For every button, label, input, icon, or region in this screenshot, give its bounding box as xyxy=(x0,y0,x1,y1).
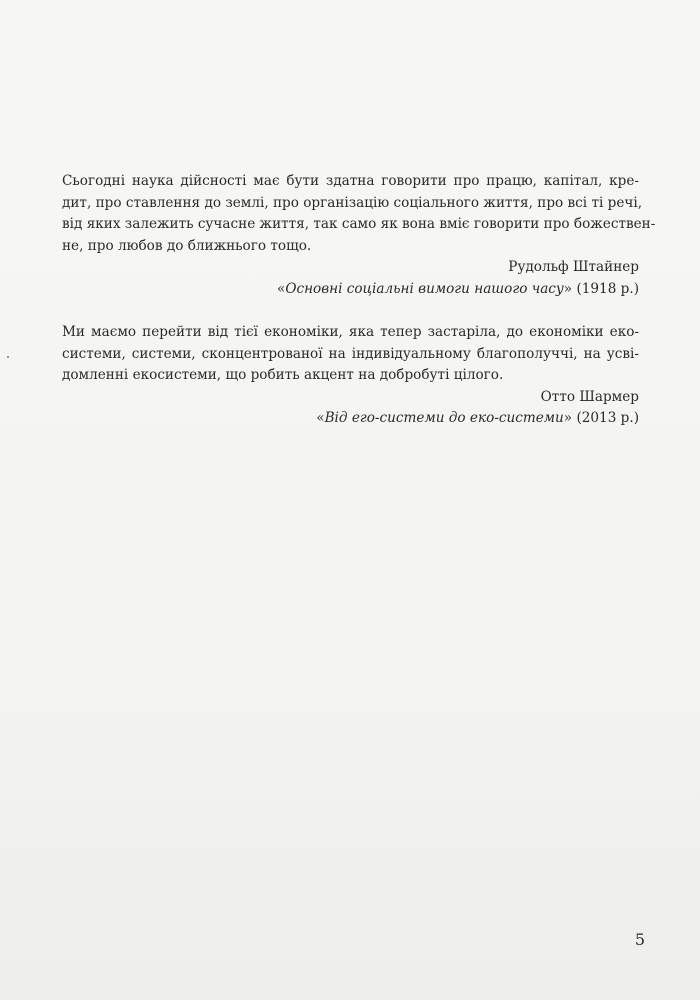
quote-line: Сьогодні наука дійсності має бути здатна говорити про працю, капітал, кре- xyxy=(62,173,639,189)
quote-source xyxy=(62,279,639,301)
source-open-quote: « xyxy=(316,410,325,426)
quote-line: домленні екосистеми, що робить акцент на добробуті цілого. xyxy=(62,367,504,383)
quote-source xyxy=(62,408,639,430)
quote-line: Ми маємо перейти від тієї економіки, яка тепер застаріла, до економіки еко- xyxy=(62,324,639,340)
quote-line: не, про любов до ближнього тощо. xyxy=(62,237,312,254)
source-title: Від его-системи до еко-системи xyxy=(324,410,564,426)
source-open-quote: « xyxy=(277,280,286,297)
epigraph-quote-1 xyxy=(62,171,656,300)
source-title: Основні соціальні вимоги нашого часу xyxy=(285,280,564,297)
epigraph-quote-2 xyxy=(62,322,639,430)
source-year: (1918 р.) xyxy=(572,280,639,297)
quote-author: Отто Шармер xyxy=(540,388,639,405)
page-number: 5 xyxy=(634,930,645,949)
source-year: (2013 р.) xyxy=(572,410,639,426)
quote-line: дит, про ставлення до землі, про організацію соціального життя, про всі ті речі, xyxy=(62,194,643,211)
source-close-quote: » xyxy=(563,410,573,426)
source-close-quote: » xyxy=(563,280,573,297)
quote-line: системи, системи, сконцентрованої на індивідуальному благополуччі, на усві- xyxy=(62,345,639,362)
speck-mark xyxy=(7,356,9,358)
quote-author: Рудольф Штайнер xyxy=(508,259,639,275)
quote-line: від яких залежить сучасне життя, так само як вона вміє говорити про божествен- xyxy=(62,216,656,232)
